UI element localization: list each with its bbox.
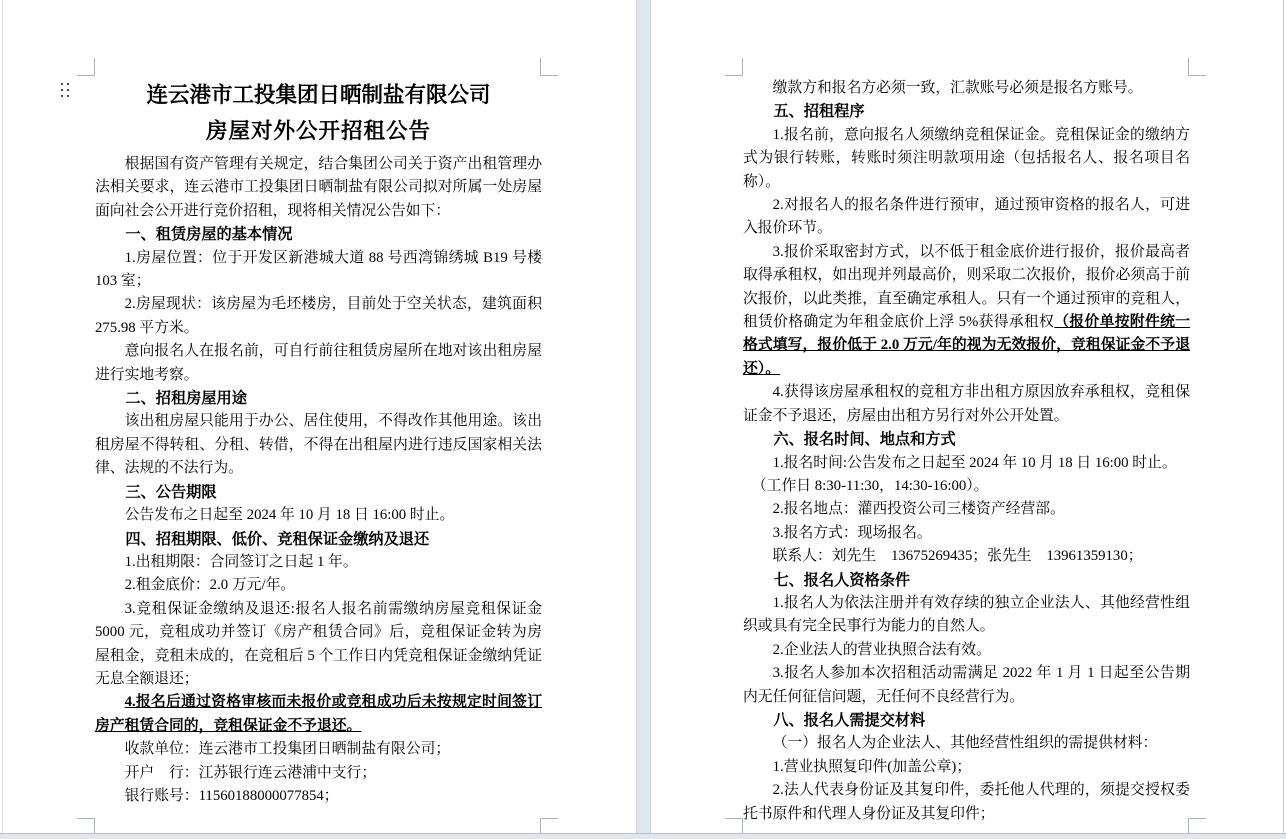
text-run: 该出租房屋只能用于办公、居住使用，不得改作其他用途。该出租房屋不得转租、分租、转借，不得在出租屋内进行违反国家相关法律、法规的不法行为。 [95,413,542,477]
paragraph [95,410,542,480]
text-run: 七、报名人资格条件 [773,571,911,589]
paragraph [743,522,1190,545]
text-run: 六、报名时间、地点和方式 [773,431,956,449]
bottom-strip [0,833,1286,839]
margin-mark-top-right-icon [1188,58,1206,76]
page-gap [636,0,651,833]
section-heading [95,481,542,504]
text-run: 缴款方和报名方必须一致，汇款账号必须是报名方账号。 [772,80,1143,96]
text-run: 2.租金底价：2.0 万元/年。 [124,577,296,594]
text-run: 房屋对外公开招租公告 [205,119,431,143]
text-run: 1.营业执照复印件(加盖公章)； [772,758,972,775]
text-run: 2.对报名人的报名条件进行预审，通过预审资格的报名人，可进入报价环节。 [743,197,1190,237]
paragraph [95,691,542,738]
text-run: 开户 行：江苏银行连云港浦中支行； [124,764,377,781]
text-run: 3.报名人参加本次招租活动需满足 2022 年 1 月 1 日起至公告期内无任何征信问题，无任何不良经营行为。 [743,665,1190,705]
section-heading [95,223,542,246]
paragraph [743,381,1190,428]
text-run: 1.报名时间:公告发布之日起至 2024 年 10 月 18 日 16:00 时止。 [772,454,1177,471]
paragraph [95,340,542,387]
text-run: 四、招租期限、低价、竞租保证金缴纳及退还 [125,530,430,548]
paragraph [743,124,1190,194]
paragraph [743,639,1190,662]
section-heading [743,100,1190,123]
text-run: 根据国有资产管理有关规定，结合集团公司关于资产出租管理办法相关要求，连云港市工投集团日晒制盐有限公司拟对所属一处房屋面向社会公开进行竞价招租，现将相关情况公告如下： [95,156,542,219]
text-run: 1.报名前，意向报名人须缴纳竞租保证金。竞租保证金的缴纳方式为银行转账，转账时须注明款项用途（包括报名人、报名项目名称）。 [743,126,1190,190]
text-run: 意向报名人在报名前，可自行前往租赁房屋所在地对该出租房屋进行实地考察。 [95,343,542,383]
paragraph [743,592,1190,639]
text-run: 2.房屋现状：该房屋为毛坯楼房，目前处于空关状态，建筑面积 275.98 平方米。 [95,296,542,336]
text-run: 联系人：刘先生 13675269435；张先生 13961359130； [772,548,1143,565]
text-run: 3.报价采取密封方式，以不低于租金底价进行报价，报价最高者取得承租权，如出现并列最高价，则采取二次报价，报价必须高于前次报价，以此类推，直至确定承租人。只有一个通过预审的竞租人，租赁价格确定为年租金底价上浮 5%获得承租权 [743,243,1190,331]
paragraph [95,504,542,527]
paragraph [743,756,1190,779]
page-2[interactable] [651,0,1283,833]
paragraph [743,475,1190,498]
text-run: 五、招租程序 [773,103,865,121]
page-1[interactable] [3,0,636,833]
section-heading [743,709,1190,732]
canvas-right-edge [1283,0,1284,833]
document-title [95,77,542,113]
text-run: 银行账号：11560188000077854； [124,787,339,804]
text-run: 2.企业法人的营业执照合法有效。 [772,641,991,658]
paragraph [743,498,1190,521]
text-run: 收款单位：连云港市工投集团日晒制盐有限公司； [124,741,451,758]
paragraph [743,194,1190,241]
paragraph [743,452,1190,475]
text-run: （一）报名人为企业法人、其他经营性组织的需提供材料： [772,735,1158,752]
paragraph [95,247,542,294]
text-run: （报价单按附件统一格式填写，报价低于 2.0 万元/年的视为无效报价，竞租保证金不予退还）。 [743,314,1190,377]
paragraph [743,662,1190,709]
page-1-text[interactable] [95,77,542,808]
text-run: （工作日 8:30-11:30，14:30-16:00）。 [751,477,989,494]
paragraph [95,293,542,340]
text-run: 2.报名地点：灌西投资公司三楼资产经营部。 [772,501,1065,518]
paragraph [95,153,542,223]
text-run: 1.房屋位置：位于开发区新港城大道 88 号西湾锦绣城 B19 号楼 103 室； [95,249,542,290]
text-run: 1.出租期限：合同签订之日起 1 年。 [124,553,358,570]
paragraph [95,738,542,761]
margin-mark-top-left-icon [77,58,95,76]
section-heading [95,387,542,410]
margin-mark-top-left-icon [725,58,743,76]
document-title [95,113,542,149]
paragraph [95,762,542,785]
section-heading [743,428,1190,451]
text-run: 4.获得该房屋承租权的竞租方非出租方原因放弃承租权，竞租保证金不予退还，房屋由出租方另行对外公开处置。 [743,384,1190,424]
text-run: 公告发布之日起至 2024 年 10 月 18 日 16:00 时止。 [124,507,455,524]
text-run: 连云港市工投集团日晒制盐有限公司 [146,83,491,107]
paragraph [743,779,1190,826]
text-run: 八、报名人需提交材料 [773,711,926,729]
paragraph [95,551,542,574]
paragraph [95,598,542,692]
text-run: 一、租赁房屋的基本情况 [125,226,293,244]
paragraph [95,785,542,808]
paragraph [743,545,1190,568]
section-heading [743,569,1190,592]
margin-mark-top-right-icon [540,58,558,76]
section-heading [95,528,542,551]
text-run: 1.报名人为依法注册并有效存续的独立企业法人、其他经营性组织或具有完全民事行为能力的自然人。 [743,594,1190,635]
move-handle-icon[interactable] [61,83,71,99]
text-run: 二、招租房屋用途 [125,390,247,408]
text-run: 3.竞租保证金缴纳及退还:报名人报名前需缴纳房屋竞租保证金 5000 元，竞租成功并签订《房产租赁合同》后，竞租保证金转为房屋租金，竞租未成的，在竞租后 5 个工作日内凭竞租保证金缴纳凭证无息全额退还； [95,600,542,687]
text-run: 3.报名方式：现场报名。 [772,524,932,541]
paragraph [743,732,1190,755]
paragraph [95,574,542,597]
page-2-text[interactable] [743,77,1190,826]
paragraph [743,241,1190,381]
text-run: 2.法人代表身份证及其复印件，委托他人代理的，须提交授权委托书原件和代理人身份证及其复印件； [743,782,1190,822]
paragraph [743,77,1190,100]
text-run: 4.报名后通过资格审核而未报价或竞租成功后未按规定时间签订房产租赁合同的，竞租保证金不予退还。 [95,694,542,734]
text-run: 三、公告期限 [125,483,217,501]
